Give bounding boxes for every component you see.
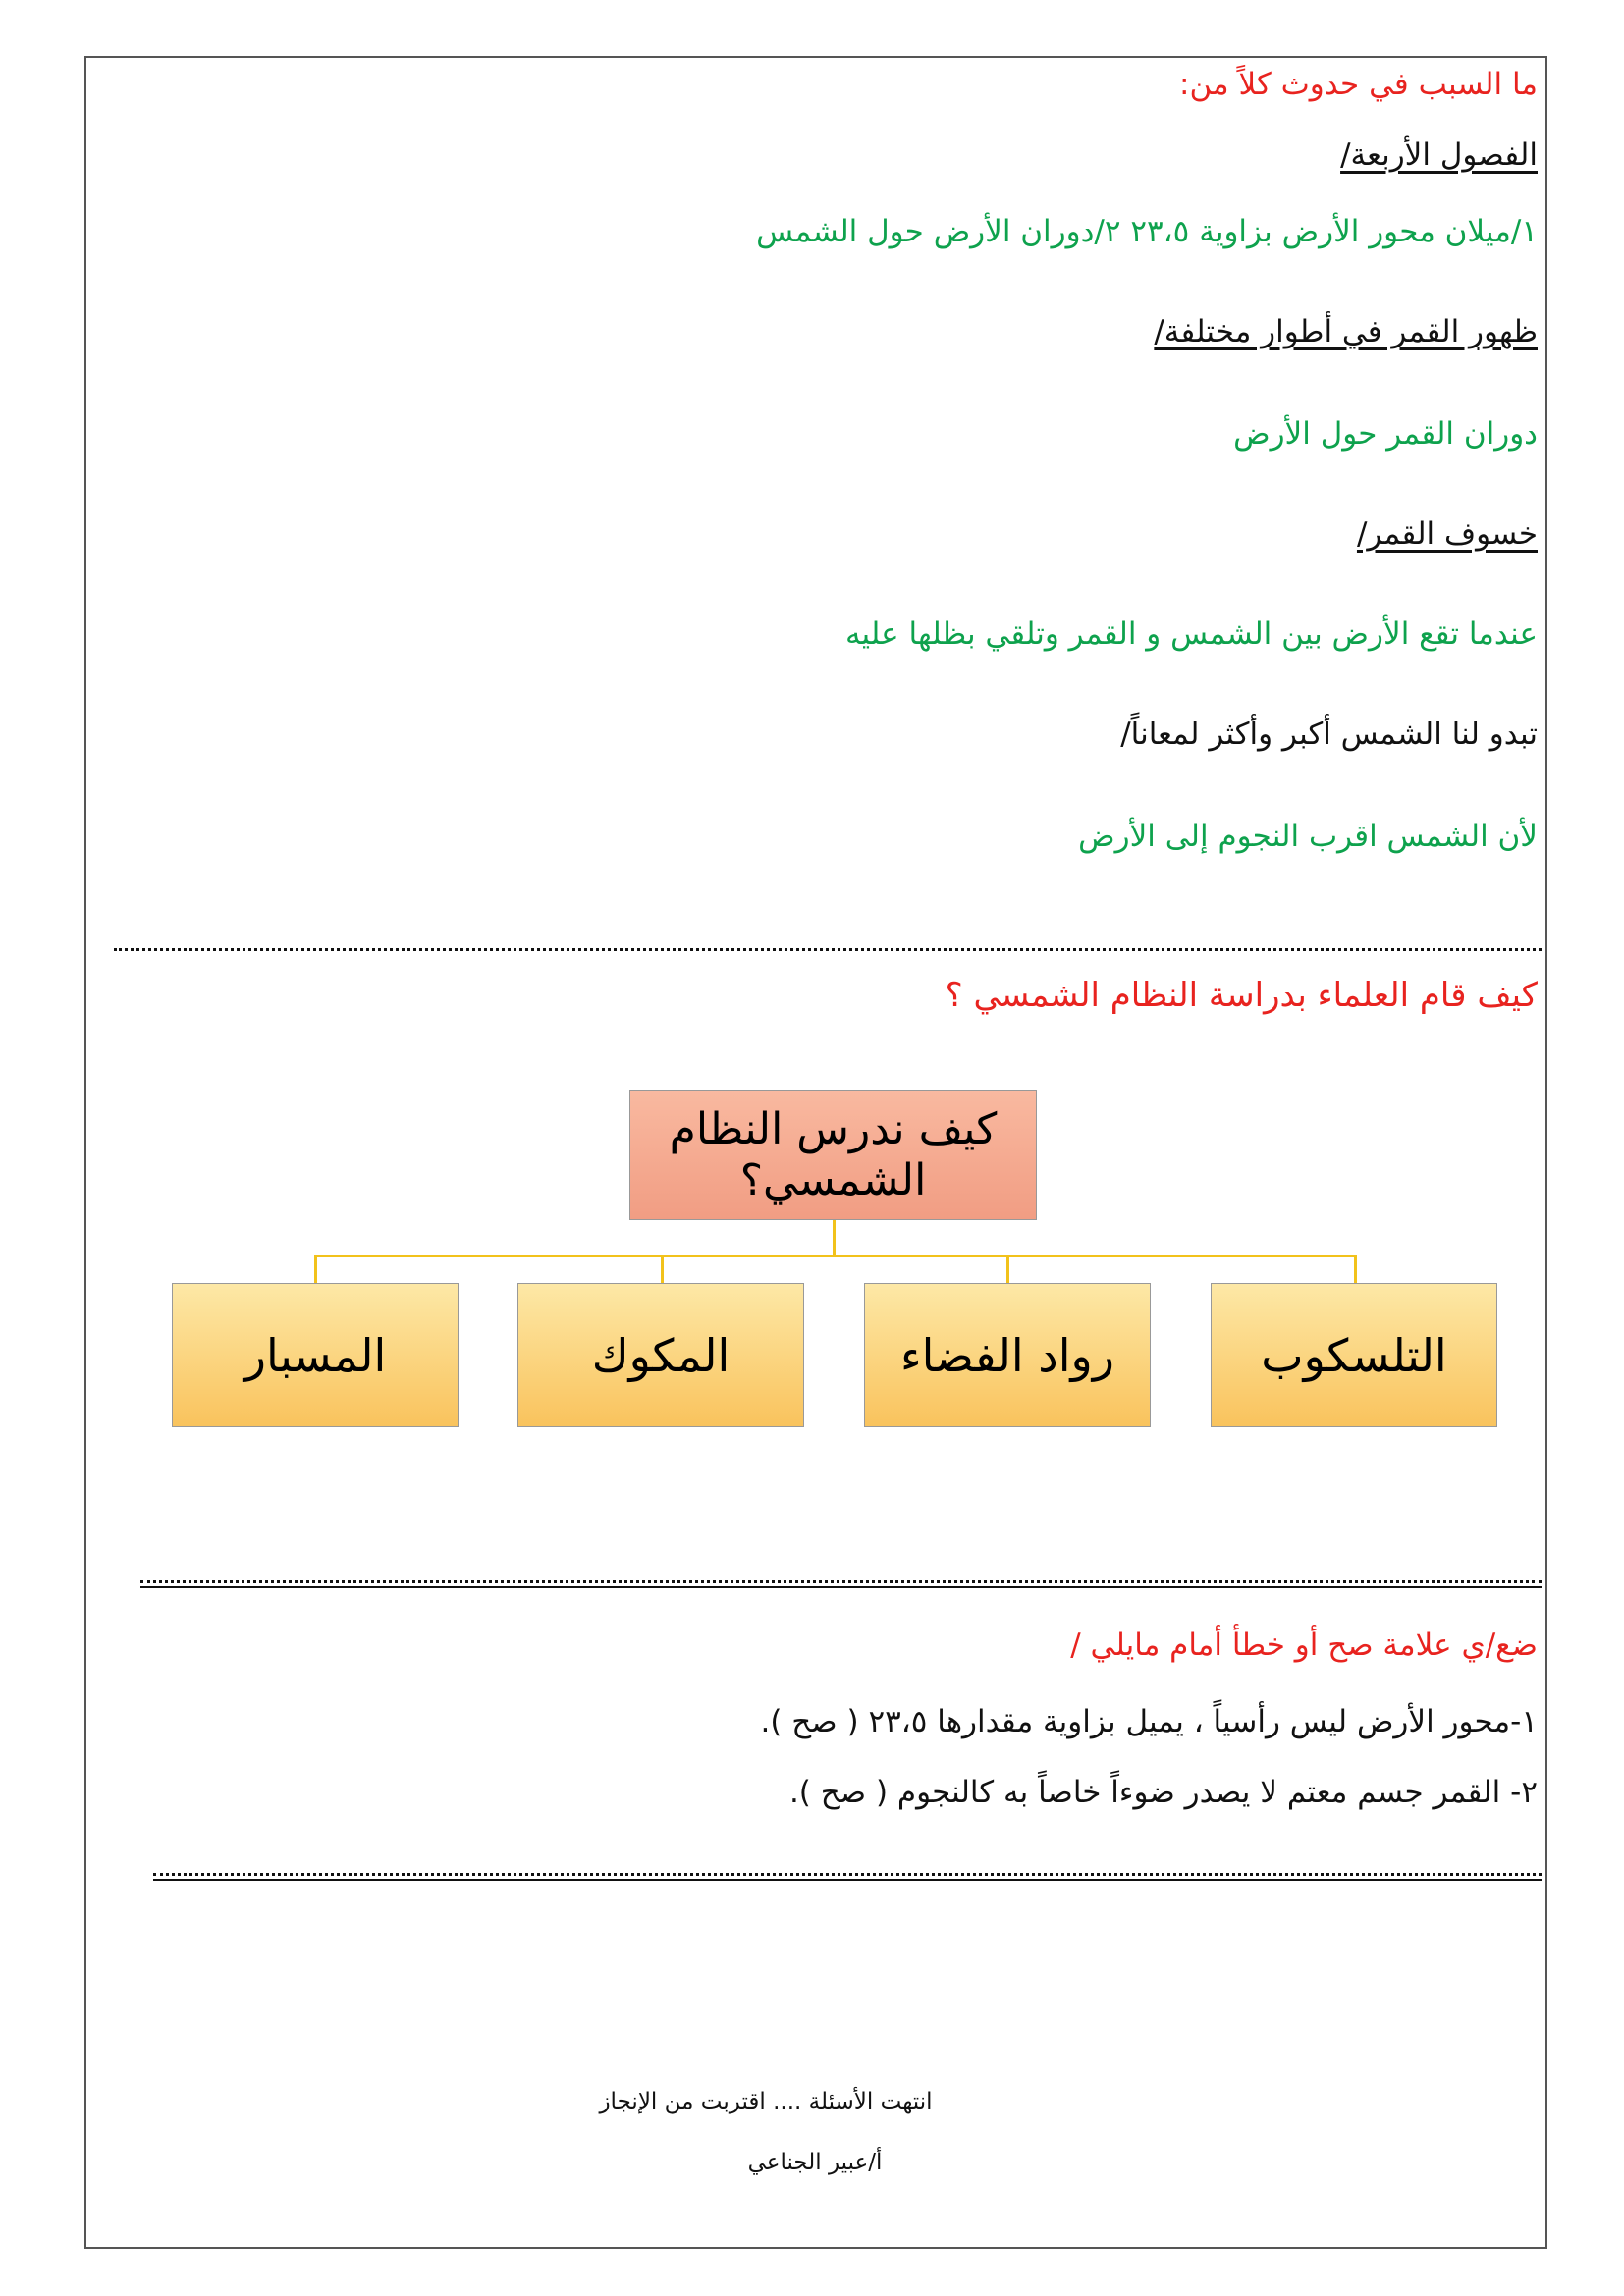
diagram-child-label: المسبار — [244, 1328, 387, 1382]
diagram-child-astronauts — [864, 1283, 1151, 1427]
diagram-child-telescope — [1211, 1283, 1497, 1427]
q2-answer: دوران القمر حول الأرض — [1233, 416, 1538, 452]
q3-title: خسوف القمر/ — [1356, 516, 1538, 552]
diagram-connector-child3 — [661, 1255, 664, 1284]
diagram-child-label: المكوك — [591, 1328, 731, 1382]
diagram-connector-child4 — [314, 1255, 317, 1284]
section1-heading: ما السبب في حدوث كلاً من: — [1179, 67, 1538, 102]
diagram-child-probe — [172, 1283, 459, 1427]
dotted-separator — [140, 1580, 1542, 1583]
section2-heading: كيف قام العلماء بدراسة النظام الشمسي ؟ — [945, 976, 1538, 1015]
true-false-item-2: ٢- القمر جسم معتم لا يصدر ضوءاً خاصاً به كالنجوم ( صح ). — [788, 1775, 1538, 1810]
diagram-child-label: التلسكوب — [1261, 1328, 1447, 1382]
diagram-root-label: كيف ندرس النظام الشمسي؟ — [669, 1103, 998, 1205]
dotted-separator — [114, 948, 1542, 951]
footer-closing-line: انتهت الأسئلة .... اقتربت من الإنجاز — [599, 2089, 933, 2114]
footer-teacher-name: أ/عبير الجناعي — [747, 2150, 883, 2175]
q4-title: تبدو لنا الشمس أكبر وأكثر لمعاناً/ — [1120, 717, 1538, 752]
dotted-separator — [153, 1873, 1542, 1876]
diagram-root-box — [629, 1090, 1037, 1220]
q1-answer: ١/ميلان محور الأرض بزاوية ٢٣،٥ ٢/دوران الأرض حول الشمس — [756, 214, 1538, 249]
diagram-connector-child1 — [1354, 1255, 1357, 1284]
diagram-connector-trunk — [833, 1220, 836, 1256]
q2-title: ظهور القمر في أطوار مختلفة/ — [1154, 314, 1538, 349]
diagram-connector-bus — [315, 1255, 1356, 1257]
diagram-child-shuttle — [517, 1283, 804, 1427]
q1-title: الفصول الأربعة/ — [1340, 137, 1538, 173]
diagram-connector-child2 — [1006, 1255, 1009, 1284]
q3-answer: عندما تقع الأرض بين الشمس و القمر وتلقي بظلها عليه — [844, 616, 1538, 652]
q4-answer: لأن الشمس اقرب النجوم إلى الأرض — [1078, 819, 1538, 854]
section3-heading: ضع/ي علامة صح أو خطأ أمام مايلي / — [1070, 1628, 1538, 1663]
true-false-item-1: ١-محور الأرض ليس رأسياً ، يميل بزاوية مقدارها ٢٣،٥ ( صح ). — [760, 1704, 1538, 1739]
diagram-child-label: رواد الفضاء — [900, 1328, 1114, 1382]
